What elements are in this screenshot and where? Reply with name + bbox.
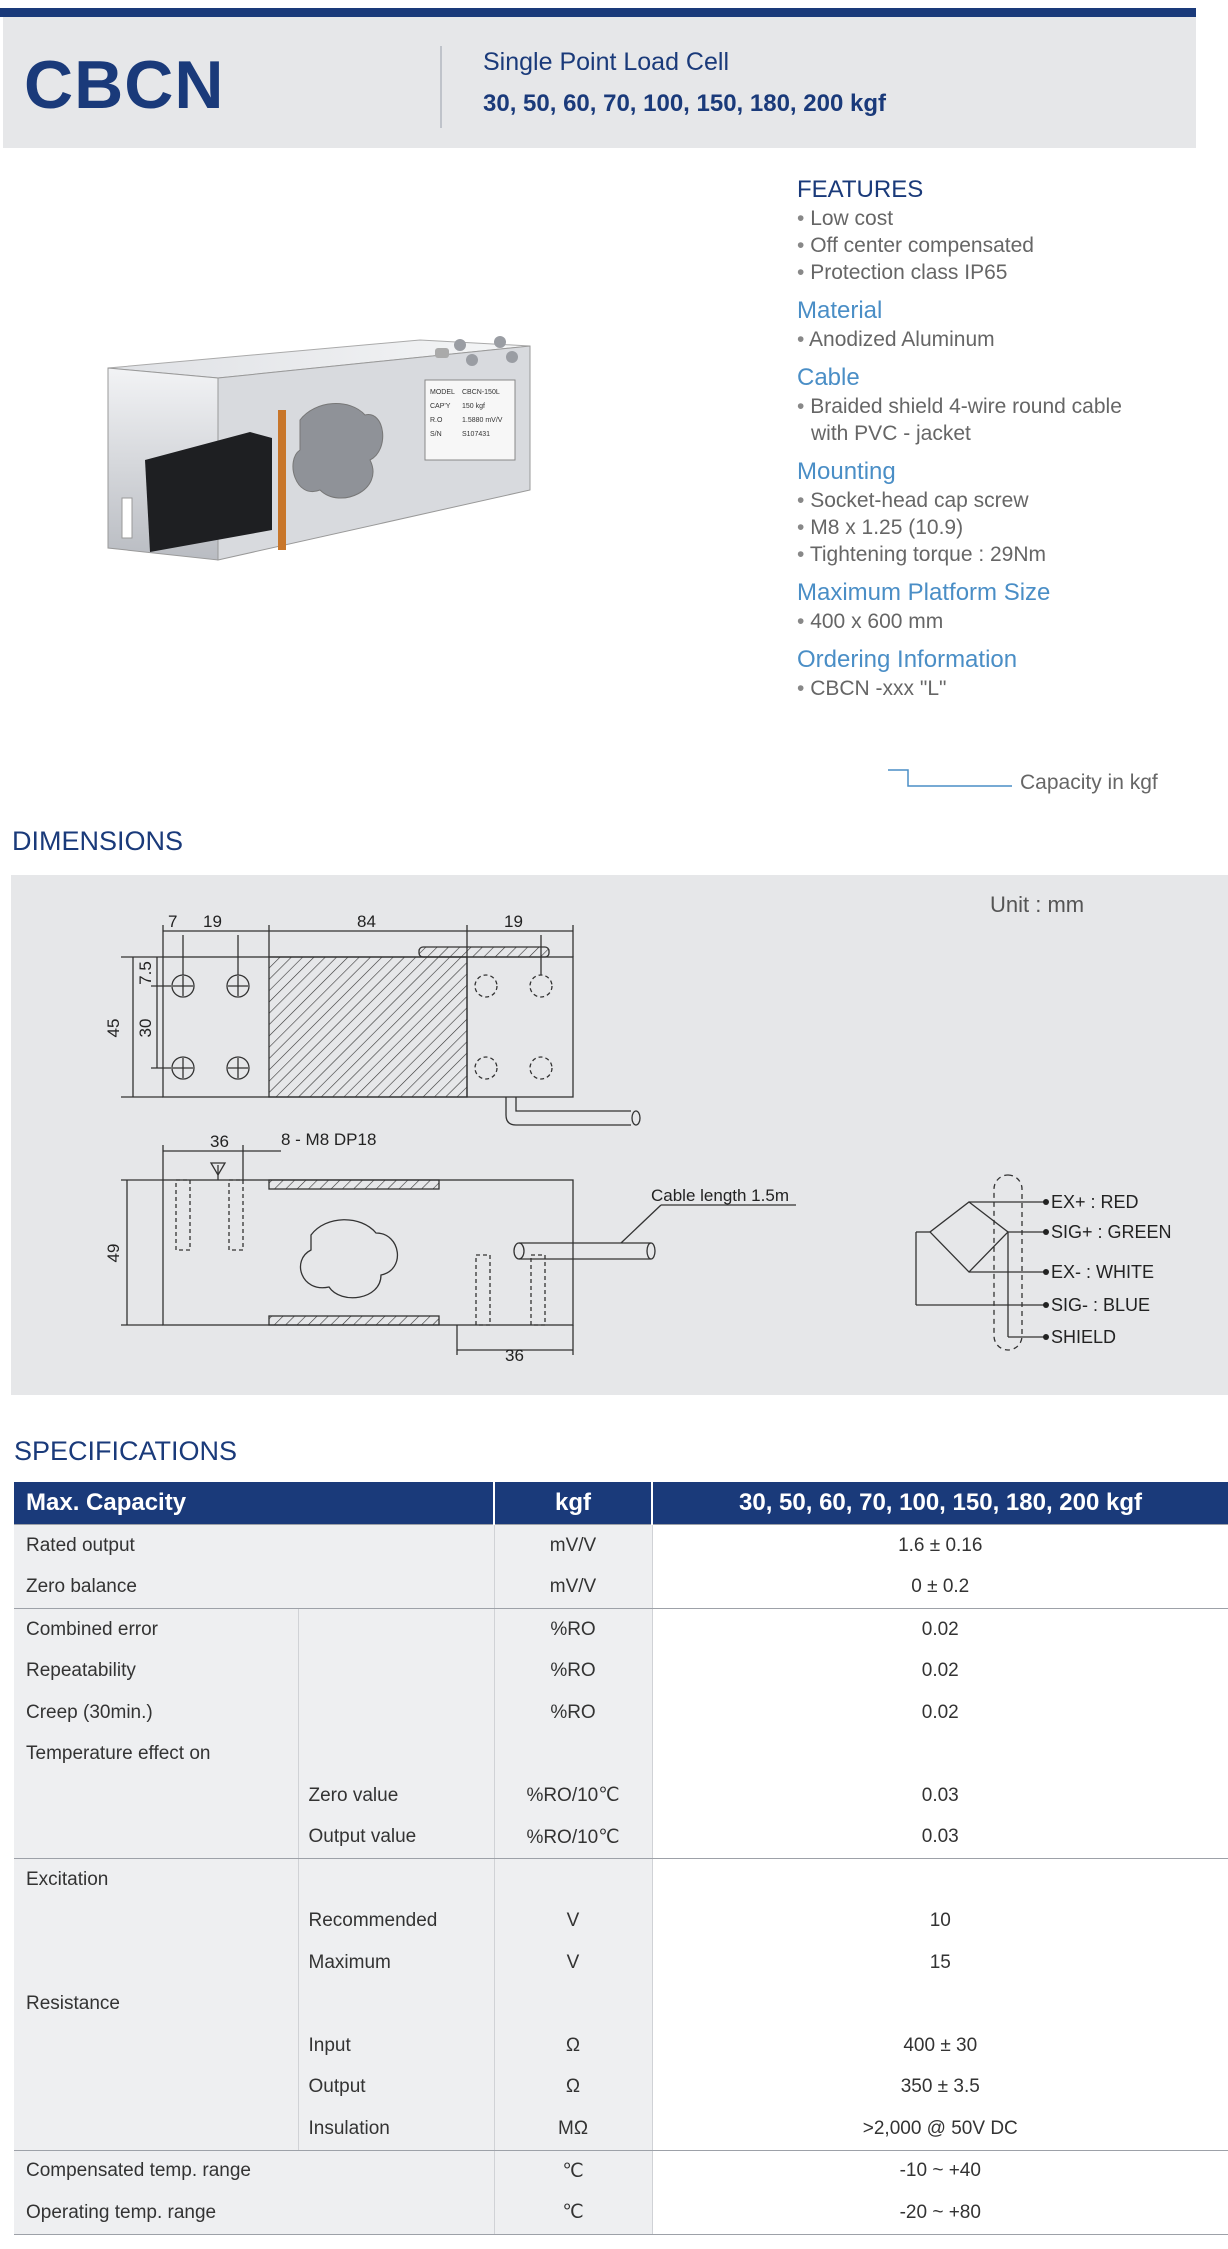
spec-param: Creep (30min.) — [14, 1692, 298, 1734]
spec-unit: %RO/10℃ — [494, 1817, 652, 1859]
dim-36-bottom: 36 — [505, 1346, 524, 1365]
spec-param: Zero balance — [14, 1567, 494, 1609]
wire-sig-plus: SIG+ : GREEN — [1051, 1222, 1172, 1242]
specifications-title: SPECIFICATIONS — [14, 1436, 238, 1466]
spec-value — [652, 1734, 1228, 1776]
spec-subparam: Output value — [298, 1817, 494, 1859]
svg-text:CAP'Y: CAP'Y — [430, 403, 451, 410]
svg-text:R.O: R.O — [430, 417, 443, 424]
product-subtitle: Single Point Load Cell — [483, 48, 729, 76]
spec-param: Operating temp. range — [14, 2192, 494, 2234]
spec-subparam: Zero value — [298, 1775, 494, 1817]
features-title: FEATURES — [797, 176, 924, 203]
dim-84: 84 — [357, 912, 376, 931]
dimension-drawing — [11, 875, 1228, 1395]
wire-shield: SHIELD — [1051, 1327, 1117, 1347]
spec-row — [14, 1817, 1228, 1859]
ordering-title: Ordering Information — [797, 646, 1018, 673]
spec-param: Excitation — [14, 1859, 298, 1901]
spec-unit — [494, 1734, 652, 1776]
spec-subparam: Input — [298, 2025, 494, 2067]
spec-row — [14, 1651, 1228, 1693]
spec-unit: Ω — [494, 2067, 652, 2109]
mounting-item: • M8 x 1.25 (10.9) — [797, 516, 964, 539]
ordering-pointer-line — [880, 766, 1020, 790]
spec-param — [14, 2025, 298, 2067]
thread-spec: 8 - M8 DP18 — [281, 1130, 377, 1149]
spec-param — [14, 1901, 298, 1943]
spec-unit: mV/V — [494, 1567, 652, 1609]
dim-49: 49 — [104, 1243, 123, 1263]
load-cell-photo — [100, 320, 540, 580]
spec-unit: Ω — [494, 2025, 652, 2067]
spec-value — [652, 1859, 1228, 1901]
mounting-item: • Tightening torque : 29Nm — [797, 543, 1047, 566]
spec-row — [14, 1859, 1228, 1901]
spec-param: Rated output — [14, 1525, 494, 1567]
spec-unit: ℃ — [494, 2192, 652, 2234]
spec-value: >2,000 @ 50V DC — [652, 2108, 1228, 2150]
spec-unit: %RO — [494, 1692, 652, 1734]
dim-36-top: 36 — [210, 1132, 229, 1151]
dimensions-title: DIMENSIONS — [12, 826, 184, 856]
spec-unit — [494, 1859, 652, 1901]
cable-length-note: Cable length 1.5m — [651, 1186, 789, 1205]
spec-header-value: 30, 50, 60, 70, 100, 150, 180, 200 kgf — [652, 1482, 1228, 1525]
header-divider — [440, 46, 442, 128]
spec-row — [14, 1901, 1228, 1943]
wire-ex-minus: EX- : WHITE — [1051, 1262, 1154, 1282]
spec-subparam: Insulation — [298, 2108, 494, 2150]
mounting-item: • Socket-head cap screw — [797, 489, 1029, 512]
spec-subparam — [298, 1984, 494, 2026]
spec-header-row — [14, 1482, 1228, 1525]
spec-row — [14, 1984, 1228, 2026]
spec-value: 0.02 — [652, 1609, 1228, 1651]
spec-value: 10 — [652, 1901, 1228, 1943]
cable-title: Cable — [797, 364, 860, 391]
spec-value: 0.02 — [652, 1692, 1228, 1734]
specifications-table — [14, 1482, 1228, 2235]
spec-subparam: Recommended — [298, 1901, 494, 1943]
spec-row — [14, 1775, 1228, 1817]
dim-7: 7 — [168, 912, 178, 931]
spec-subparam — [298, 1609, 494, 1651]
svg-text:S/N: S/N — [430, 431, 442, 438]
spec-param — [14, 1775, 298, 1817]
unit-label: Unit : mm — [990, 892, 1085, 917]
capacity-list: 30, 50, 60, 70, 100, 150, 180, 200 kgf — [483, 90, 886, 117]
spec-subparam — [298, 1859, 494, 1901]
spec-param — [14, 2108, 298, 2150]
dim-30: 30 — [136, 1018, 155, 1038]
platform-title: Maximum Platform Size — [797, 579, 1051, 606]
spec-value: 0.03 — [652, 1817, 1228, 1859]
spec-row — [14, 2192, 1228, 2234]
spec-param — [14, 2067, 298, 2109]
spec-value: -10 ~ +40 — [652, 2150, 1228, 2192]
spec-row — [14, 1734, 1228, 1776]
spec-value — [652, 1984, 1228, 2026]
cable-item-cont: with PVC - jacket — [811, 422, 971, 445]
spec-unit: %RO — [494, 1651, 652, 1693]
spec-param: Resistance — [14, 1984, 298, 2026]
spec-param: Compensated temp. range — [14, 2150, 494, 2192]
dim-19-left: 19 — [203, 912, 222, 931]
spec-unit: ℃ — [494, 2150, 652, 2192]
feature-item: • Low cost — [797, 207, 894, 230]
spec-subparam — [298, 1734, 494, 1776]
spec-row — [14, 2150, 1228, 2192]
svg-text:150 kgf: 150 kgf — [462, 403, 485, 410]
spec-value: 400 ± 30 — [652, 2025, 1228, 2067]
wire-sig-minus: SIG- : BLUE — [1051, 1295, 1151, 1315]
spec-value: 1.6 ± 0.16 — [652, 1525, 1228, 1567]
spec-header-param: Max. Capacity — [14, 1482, 494, 1525]
spec-value: 350 ± 3.5 — [652, 2067, 1228, 2109]
spec-unit: V — [494, 1901, 652, 1943]
spec-unit: V — [494, 1942, 652, 1984]
spec-value: 0.03 — [652, 1775, 1228, 1817]
spec-unit: MΩ — [494, 2108, 652, 2150]
spec-subparam — [298, 1692, 494, 1734]
spec-subparam: Output — [298, 2067, 494, 2109]
svg-text:1.5880 mV/V: 1.5880 mV/V — [462, 417, 503, 424]
svg-text:MODEL: MODEL — [430, 389, 455, 396]
platform-item: • 400 x 600 mm — [797, 610, 944, 633]
spec-value: -20 ~ +80 — [652, 2192, 1228, 2234]
svg-text:CBCN-150L: CBCN-150L — [462, 389, 500, 396]
spec-row — [14, 2067, 1228, 2109]
spec-header-unit: kgf — [494, 1482, 652, 1525]
spec-value: 15 — [652, 1942, 1228, 1984]
features-panel — [797, 175, 1217, 702]
dim-19-right: 19 — [504, 912, 523, 931]
spec-param — [14, 1942, 298, 1984]
spec-unit — [494, 1984, 652, 2026]
header-top-bar — [0, 8, 1196, 17]
dim-7-5: 7.5 — [136, 961, 155, 985]
feature-item: • Off center compensated — [797, 234, 1034, 257]
spec-row — [14, 2025, 1228, 2067]
spec-param — [14, 1817, 298, 1859]
spec-unit: %RO — [494, 1609, 652, 1651]
spec-unit: %RO/10℃ — [494, 1775, 652, 1817]
model-title: CBCN — [24, 47, 225, 123]
feature-item: • Protection class IP65 — [797, 261, 1008, 284]
cable-item: • Braided shield 4-wire round cable — [797, 395, 1122, 418]
spec-subparam — [298, 1651, 494, 1693]
spec-param: Temperature effect on — [14, 1734, 298, 1776]
dim-45: 45 — [104, 1018, 123, 1038]
spec-param: Repeatability — [14, 1651, 298, 1693]
ordering-code: • CBCN -xxx "L" — [797, 677, 947, 700]
spec-row — [14, 2108, 1228, 2150]
spec-row — [14, 1942, 1228, 1984]
features-list — [797, 205, 1217, 286]
spec-value: 0 ± 0.2 — [652, 1567, 1228, 1609]
spec-row — [14, 1609, 1228, 1651]
spec-subparam: Maximum — [298, 1942, 494, 1984]
spec-param: Combined error — [14, 1609, 298, 1651]
wire-ex-plus: EX+ : RED — [1051, 1192, 1139, 1212]
spec-row — [14, 1567, 1228, 1609]
svg-text:S107431: S107431 — [462, 431, 491, 438]
spec-value: 0.02 — [652, 1651, 1228, 1693]
spec-unit: mV/V — [494, 1525, 652, 1567]
spec-row — [14, 1525, 1228, 1567]
material-title: Material — [797, 297, 883, 324]
mounting-title: Mounting — [797, 458, 896, 485]
spec-row — [14, 1692, 1228, 1734]
material-item: • Anodized Aluminum — [797, 328, 995, 351]
ordering-note: Capacity in kgf — [1020, 771, 1158, 794]
